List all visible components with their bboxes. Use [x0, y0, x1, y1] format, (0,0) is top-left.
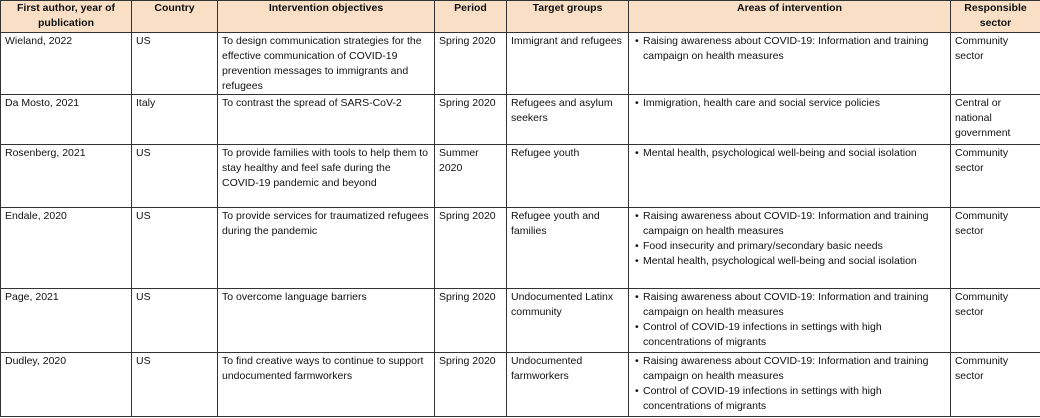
areas-list: [633, 209, 946, 269]
cell-target: Refugees and asylum seekers: [507, 95, 629, 145]
cell-objective: To overcome language barriers: [218, 289, 435, 353]
cell-period: Spring 2020: [435, 353, 507, 417]
cell-target: Undocumented farmworkers: [507, 353, 629, 417]
cell-period: Spring 2020: [435, 95, 507, 145]
header-target-groups: Target groups: [507, 1, 629, 33]
header-row: [1, 1, 1040, 33]
cell-areas: [629, 145, 951, 208]
area-item: • Raising awareness about COVID-19: Information and training campaign on health measures: [643, 209, 946, 239]
area-item: • Immigration, health care and social service policies: [643, 96, 946, 111]
table-row: [1, 33, 1040, 95]
cell-country: US: [132, 353, 218, 417]
areas-list: [633, 96, 946, 111]
cell-author: Dudley, 2020: [1, 353, 132, 417]
header-country: Country: [132, 1, 218, 33]
cell-target: Immigrant and refugees: [507, 33, 629, 95]
cell-period: Summer 2020: [435, 145, 507, 208]
cell-period: Spring 2020: [435, 289, 507, 353]
cell-country: US: [132, 145, 218, 208]
cell-sector: Community sector: [951, 33, 1040, 95]
cell-country: Italy: [132, 95, 218, 145]
area-item: • Control of COVID-19 infections in settings with high concentrations of migrants: [643, 320, 946, 350]
cell-areas: [629, 353, 951, 417]
table-row: [1, 145, 1040, 208]
cell-sector: Central or national government: [951, 95, 1040, 145]
table-row: [1, 353, 1040, 417]
area-item: • Raising awareness about COVID-19: Information and training campaign on health measures: [643, 34, 946, 64]
cell-sector: Community sector: [951, 145, 1040, 208]
area-item: • Raising awareness about COVID-19: Information and training campaign on health measures: [643, 290, 946, 320]
cell-author: Wieland, 2022: [1, 33, 132, 95]
area-item: • Raising awareness about COVID-19: Information and training campaign on health measures: [643, 354, 946, 384]
cell-areas: [629, 95, 951, 145]
header-objectives: Intervention objectives: [218, 1, 435, 33]
cell-period: Spring 2020: [435, 33, 507, 95]
cell-areas: [629, 208, 951, 289]
cell-objective: To find creative ways to continue to support undocumented farmworkers: [218, 353, 435, 417]
table-row: [1, 208, 1040, 289]
table-body: [1, 33, 1040, 417]
cell-period: Spring 2020: [435, 208, 507, 289]
cell-sector: Community sector: [951, 353, 1040, 417]
cell-country: US: [132, 289, 218, 353]
areas-list: [633, 146, 946, 161]
header-areas: Areas of intervention: [629, 1, 951, 33]
cell-author: Page, 2021: [1, 289, 132, 353]
areas-list: [633, 290, 946, 350]
cell-sector: Community sector: [951, 208, 1040, 289]
cell-target: Refugee youth and families: [507, 208, 629, 289]
header-period: Period: [435, 1, 507, 33]
cell-objective: To design communication strategies for the effective communication of COVID-19 prevention messages to immigrants and refugees: [218, 33, 435, 95]
cell-areas: [629, 33, 951, 95]
cell-author: Endale, 2020: [1, 208, 132, 289]
header-sector: Responsible sector: [951, 1, 1040, 33]
cell-author: Da Mosto, 2021: [1, 95, 132, 145]
cell-sector: Community sector: [951, 289, 1040, 353]
cell-country: US: [132, 33, 218, 95]
table-header: [1, 1, 1040, 33]
header-author: First author, year of publication: [1, 1, 132, 33]
cell-objective: To provide services for traumatized refugees during the pandemic: [218, 208, 435, 289]
cell-country: US: [132, 208, 218, 289]
cell-target: Undocumented Latinx community: [507, 289, 629, 353]
cell-target: Refugee youth: [507, 145, 629, 208]
areas-list: [633, 34, 946, 64]
area-item: • Control of COVID-19 infections in settings with high concentrations of migrants: [643, 384, 946, 414]
table-row: [1, 289, 1040, 353]
area-item: • Mental health, psychological well-being and social isolation: [643, 254, 946, 269]
table-row: [1, 95, 1040, 145]
cell-areas: [629, 289, 951, 353]
areas-list: [633, 354, 946, 414]
cell-author: Rosenberg, 2021: [1, 145, 132, 208]
cell-objective: To provide families with tools to help them to stay healthy and feel safe during the COVID-19 pandemic and beyond: [218, 145, 435, 208]
area-item: • Mental health, psychological well-being and social isolation: [643, 146, 946, 161]
area-item: • Food insecurity and primary/secondary basic needs: [643, 239, 946, 254]
cell-objective: To contrast the spread of SARS-CoV-2: [218, 95, 435, 145]
